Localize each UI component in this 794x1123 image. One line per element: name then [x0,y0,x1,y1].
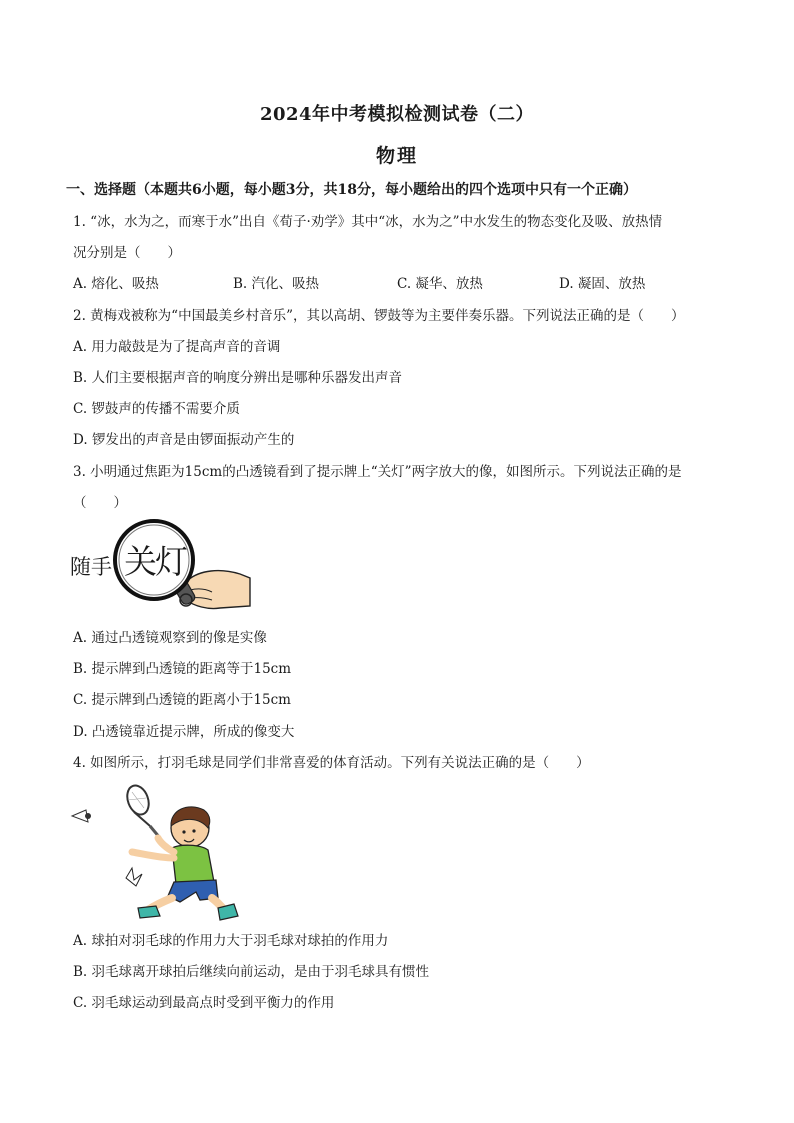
q2-option-d: D. 锣发出的声音是由锣面振动产生的 [73,432,295,448]
q4-stem: 4. 如图所示，打羽毛球是同学们非常喜爱的体育活动。下列有关说法正确的是（ ） [73,755,590,771]
q2-stem: 2. 黄梅戏被称为“中国最美乡村音乐”，其以高胡、锣鼓等为主要伴奏乐器。下列说法正确的是（ ） [73,308,685,324]
q3-option-b: B. 提示牌到凸透镜的距离等于15cm [73,661,292,677]
subject-title: 物理 [375,145,418,167]
q4-option-b: B. 羽毛球离开球拍后继续向前运动，是由于羽毛球具有惯性 [73,964,430,980]
magnified-text: 关灯 [124,542,186,581]
q3-stem-line2: （ ） [73,495,127,511]
q4-option-a: A. 球拍对羽毛球的作用力大于羽毛球对球拍的作用力 [73,933,389,949]
q3-option-d: D. 凸透镜靠近提示牌，所成的像变大 [73,724,295,740]
magnifier-figure [70,518,260,616]
q2-option-a: A. 用力敲鼓是为了提高声音的音调 [73,339,281,355]
q1-option-c: C. 凝华、放热 [397,276,483,292]
q1-stem-line2: 况分别是（ ） [73,245,181,261]
q1-option-b: B. 汽化、吸热 [233,276,320,292]
sign-text: 随手 [70,555,112,579]
q2-option-c: C. 锣鼓声的传播不需要介质 [73,401,240,417]
q3-option-a: A. 通过凸透镜观察到的像是实像 [73,630,267,646]
badminton-player-icon [68,782,243,924]
q4-option-c: C. 羽毛球运动到最高点时受到平衡力的作用 [73,995,335,1011]
section-heading: 一、选择题（本题共6小题，每小题3分，共18分，每小题给出的四个选项中只有一个正确） [66,182,637,198]
q3-option-c: C. 提示牌到凸透镜的距离小于15cm [73,692,291,708]
q1-option-a: A. 熔化、吸热 [73,276,159,292]
q2-option-b: B. 人们主要根据声音的响度分辨出是哪种乐器发出声音 [73,370,403,386]
q1-option-d: D. 凝固、放热 [559,276,646,292]
q1-stem-line1: 1. “冰，水为之，而寒于水”出自《荀子·劝学》其中“冰，水为之”中水发生的物态变化及吸、放热情 [73,214,663,230]
exam-title: 2024年中考模拟检测试卷（二） [259,104,535,125]
shuttlecock-icon [72,810,91,822]
q3-stem-line1: 3. 小明通过焦距为15cm的凸透镜看到了提示牌上“关灯”两字放大的像，如图所示。下列说法正确的是 [73,464,682,480]
